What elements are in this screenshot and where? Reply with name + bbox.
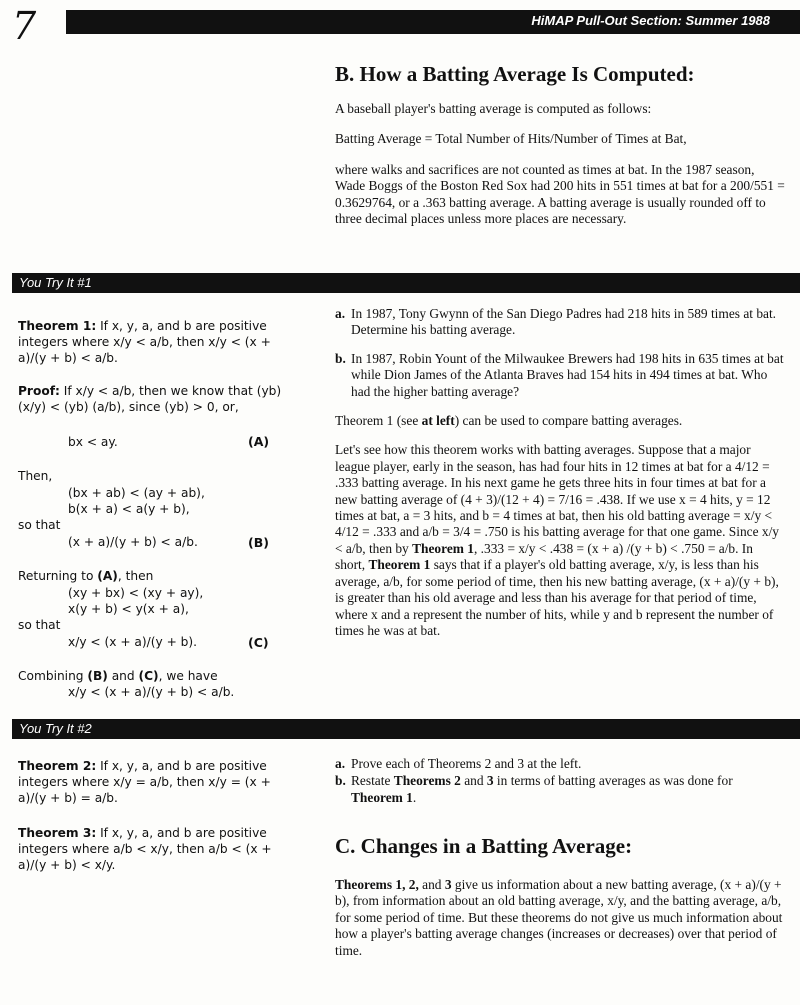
equation-a: bx < ay.: [68, 435, 118, 449]
tag-b: (B): [248, 535, 269, 550]
combining-line: [18, 669, 218, 683]
you-try-it-2-questions: [335, 756, 785, 806]
you-try-it-1-bar: [12, 273, 800, 293]
page-number: 7: [12, 4, 37, 48]
question-2a-text: Prove each of Theorems 2 and 3 at the left.: [351, 756, 582, 771]
returning-post: , then: [117, 569, 154, 583]
section-title: HiMAP Pull-Out Section: Summer 1988: [531, 13, 770, 28]
theorem-2-text: If x, y, a, and b are positive integers where x/y = a/b, then x/y = (x + a)/(y + b) = a/b.: [18, 759, 271, 805]
theorem-1-text: If x, y, a, and b are positive integers where x/y < a/b, then x/y < (x + a)/(y + b) < a/b.: [18, 319, 271, 365]
example-part-3: says that if a player's old batting average, x/y, is less than his average, a/b, for some period of time, then his new batting average, (x + a)/(y + b), is greater than his old average and less than his average for that period of time, where x and a represent the number of hits, while y and b represent the number of times he was at bat.: [335, 557, 779, 638]
theorem-1: [18, 318, 288, 366]
example-part-1: Let's see how this theorem works with batting averages. Suppose that a major league player, early in the season, has had four hits in 12 times at bat for a 4/12 = .333 batting average. In his next game he gets three hits in four times at bat for a new batting average of (4 + 3)/(12 + 4) = 7/16 = .438. If we use x = 4 hits, y = 12 times at bat, a = 3 hits, and b = 4 times at bat, then his old batting average = x/y < 4/12 = .333 and a/b = 3/4 = .750 is his batting average for that one game. Since x/y < a/b, then by: [335, 442, 779, 556]
section-c: [335, 834, 785, 959]
proof-label: Proof:: [18, 384, 60, 398]
question-2b-label: b.: [335, 773, 346, 789]
example-part-2: , .333 = x/y < .438 = (x + a) /(y + b) < .750 = a/b. In short,: [335, 540, 753, 573]
section-c-bold-3: 3: [444, 877, 452, 892]
example-paragraph: [335, 442, 785, 639]
you-try-it-1-label: You Try It #1: [19, 275, 92, 290]
returning-pre: Returning to: [18, 569, 98, 583]
theorem-3-text: If x, y, a, and b are positive integers where a/b < x/y, then a/b < (x + a)/(y + b) < x/y.: [18, 826, 272, 872]
combining-pre: Combining: [18, 669, 88, 683]
so-that-1: so that: [18, 518, 61, 532]
combining-post: , we have: [158, 669, 218, 683]
question-2b-text: [351, 773, 785, 806]
you-try-it-2-bar: [12, 719, 800, 739]
section-b-title: B. How a Batting Average Is Computed:: [335, 62, 695, 86]
q2b-part-4: .: [412, 789, 417, 805]
section-c-bold-lead: Theorems 1, 2,: [335, 877, 419, 892]
returning-ref: (A): [97, 569, 118, 583]
theorem-2-label: Theorem 2:: [18, 759, 97, 773]
section-b-formula: Batting Average = Total Number of Hits/Number of Times at Bat,: [335, 131, 687, 147]
you-try-it-1-questions: [335, 306, 785, 639]
section-c-body: [335, 877, 785, 959]
tag-a: (A): [248, 434, 270, 449]
question-2a: [335, 756, 785, 772]
theorem-3: [18, 825, 288, 873]
q2b-bold-1: Theorems 2: [393, 773, 461, 789]
example-bold-1: Theorem 1: [412, 540, 474, 556]
combining-b: (B): [87, 669, 108, 683]
section-b-intro: A baseball player's batting average is computed as follows:: [335, 101, 652, 116]
example-bold-2: Theorem 1: [368, 557, 431, 573]
equation-ret-2: x(y + b) < y(x + a),: [68, 602, 189, 616]
equation-then-2: b(x + a) < a(y + b),: [68, 502, 190, 516]
q2b-bold-2: 3: [486, 773, 494, 789]
equation-ret-1: (xy + bx) < (xy + ay),: [68, 586, 204, 600]
question-1b: [335, 351, 785, 400]
compare-bold: at left: [421, 413, 455, 429]
section-c-and: and: [418, 877, 445, 892]
proof: [18, 383, 288, 415]
question-1b-label: b.: [335, 350, 346, 366]
combining-and: and: [107, 669, 139, 683]
equation-final: x/y < (x + a)/(y + b) < a/b.: [68, 685, 235, 699]
compare-post: ) can be used to compare batting averages.: [454, 413, 683, 429]
equation-c: x/y < (x + a)/(y + b).: [68, 635, 198, 649]
compare-sentence: [335, 413, 785, 429]
so-that-2: so that: [18, 618, 61, 632]
proof-text: If x/y < a/b, then we know that (yb) (x/y) < (yb) (a/b), since (yb) > 0, or,: [18, 384, 282, 414]
returning-line: [18, 569, 153, 583]
q2b-part-1: Restate: [351, 773, 394, 789]
q2b-part-2: and: [460, 773, 487, 789]
section-b: [335, 62, 785, 227]
theorem-2: [18, 758, 288, 806]
tag-c: (C): [248, 635, 269, 650]
header-bar: [66, 10, 800, 34]
q2b-bold-3: Theorem 1: [351, 789, 413, 805]
section-c-title: C. Changes in a Batting Average:: [335, 834, 633, 858]
then-label: Then,: [18, 469, 53, 483]
theorem-3-label: Theorem 3:: [18, 826, 97, 840]
equation-b: (x + a)/(y + b) < a/b.: [68, 535, 198, 549]
section-b-body: where walks and sacrifices are not counted as times at bat. In the 1987 season, Wade Boggs of the Boston Red Sox had 200 hits in 551 times at bat for a 200/551 = 0.3629764, or a .363 batting average. A batting average is usually rounded off to three decimal places unless more places are necessary.: [335, 161, 785, 227]
compare-pre: Theorem 1 (see: [335, 413, 422, 429]
question-1a-text: In 1987, Tony Gwynn of the San Diego Padres had 218 hits in 589 times at bat. Determine his batting average.: [351, 306, 777, 338]
theorem-1-label: Theorem 1:: [18, 319, 97, 333]
q2b-part-3: in terms of batting averages as was done for: [493, 773, 733, 789]
question-2b: [335, 773, 785, 806]
question-2a-label: a.: [335, 756, 346, 771]
you-try-it-2-label: You Try It #2: [19, 721, 92, 736]
question-1a: [335, 306, 785, 339]
combining-c: (C): [138, 669, 159, 683]
equation-then-1: (bx + ab) < (ay + ab),: [68, 486, 205, 500]
question-1a-label: a.: [335, 306, 346, 321]
section-c-body-text: give us information about a new batting average, (x + a)/(y + b), from information about an old batting average, x/y, and the batting average, a/b, for some period of time. But these theorems do not give us much information about how a player's batting average changes (increases or decreases) over that period of time.: [335, 877, 783, 958]
question-1b-text: In 1987, Robin Yount of the Milwaukee Brewers had 198 hits in 635 times at bat while Dion James of the Atlanta Braves had 154 hits in 494 times at bat. Who had the higher batting average?: [351, 350, 784, 399]
